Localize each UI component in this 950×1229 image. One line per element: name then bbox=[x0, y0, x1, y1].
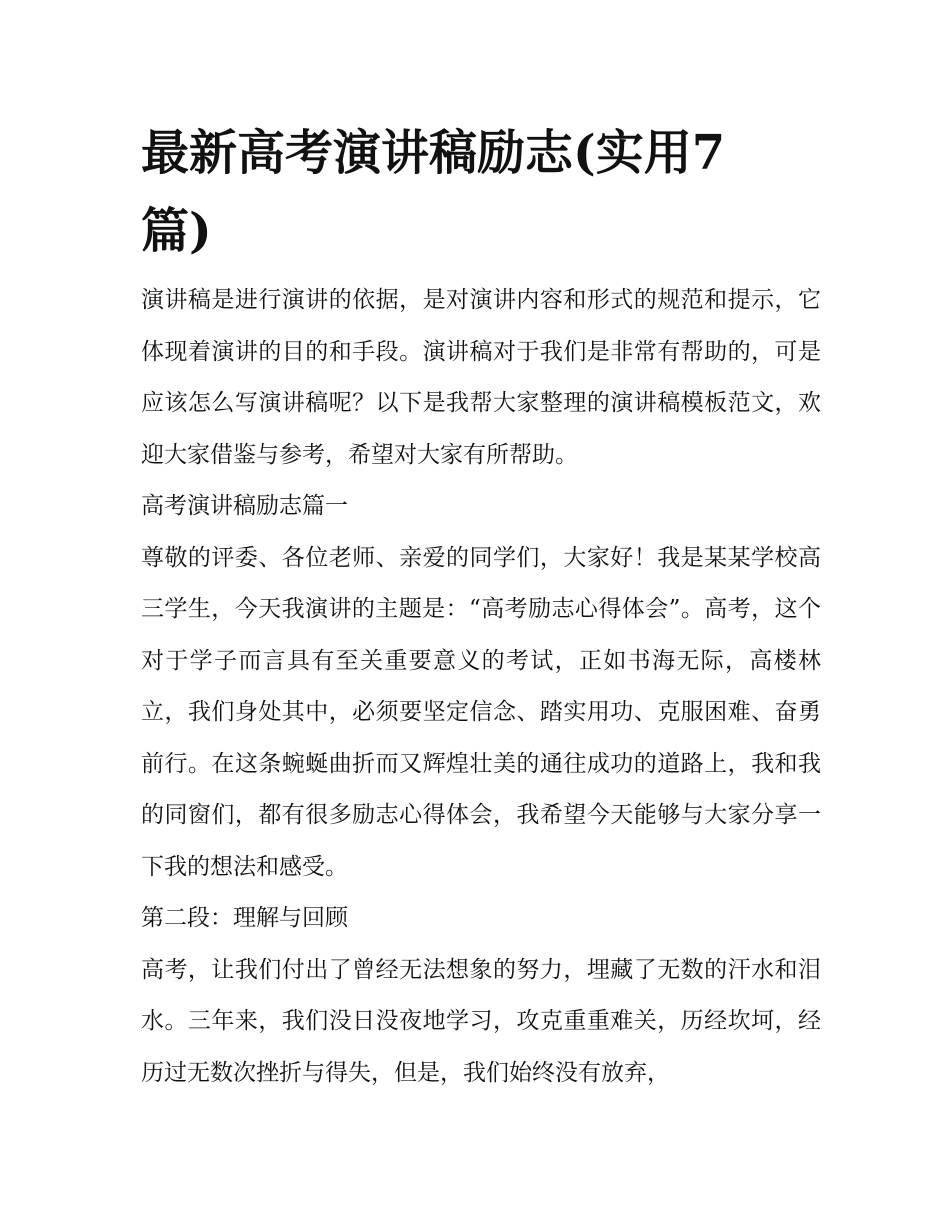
intro-paragraph: 演讲稿是进行演讲的依据，是对演讲内容和形式的规范和提示，它体现着演讲的目的和手段。演讲稿对于我们是非常有帮助的，可是应该怎么写演讲稿呢？以下是我帮大家整理的演讲稿模板范文，欢迎大家借鉴与参考，希望对大家有所帮助。 bbox=[141, 287, 821, 468]
section-heading-2: 第二段：理解与回顾 bbox=[141, 905, 348, 931]
document-body bbox=[141, 275, 821, 1099]
document-title: 最新高考演讲稿励志(实用7篇) bbox=[141, 125, 726, 259]
speech-paragraph-2: 高考，让我们付出了曾经无法想象的努力，埋藏了无数的汗水和泪水。三年来，我们没日没夜地学习，攻克重重难关，历经坎坷，经历过无数次挫折与得失，但是，我们始终没有放弃， bbox=[141, 956, 821, 1086]
section-heading-1: 高考演讲稿励志篇一 bbox=[141, 493, 348, 519]
speech-paragraph-1: 尊敬的评委、各位老师、亲爱的同学们，大家好！我是某某学校高三学生，今天我演讲的主题是：“高考励志心得体会”。高考，这个对于学子而言具有至关重要意义的考试，正如书海无际，高楼林立，我们身处其中，必须要坚定信念、踏实用功、克服困难、奋勇前行。在这条蜿蜒曲折而又辉煌壮美的通往成功的道路上，我和我的同窗们，都有很多励志心得体会，我希望今天能够与大家分享一下我的想法和感受。 bbox=[141, 544, 821, 880]
